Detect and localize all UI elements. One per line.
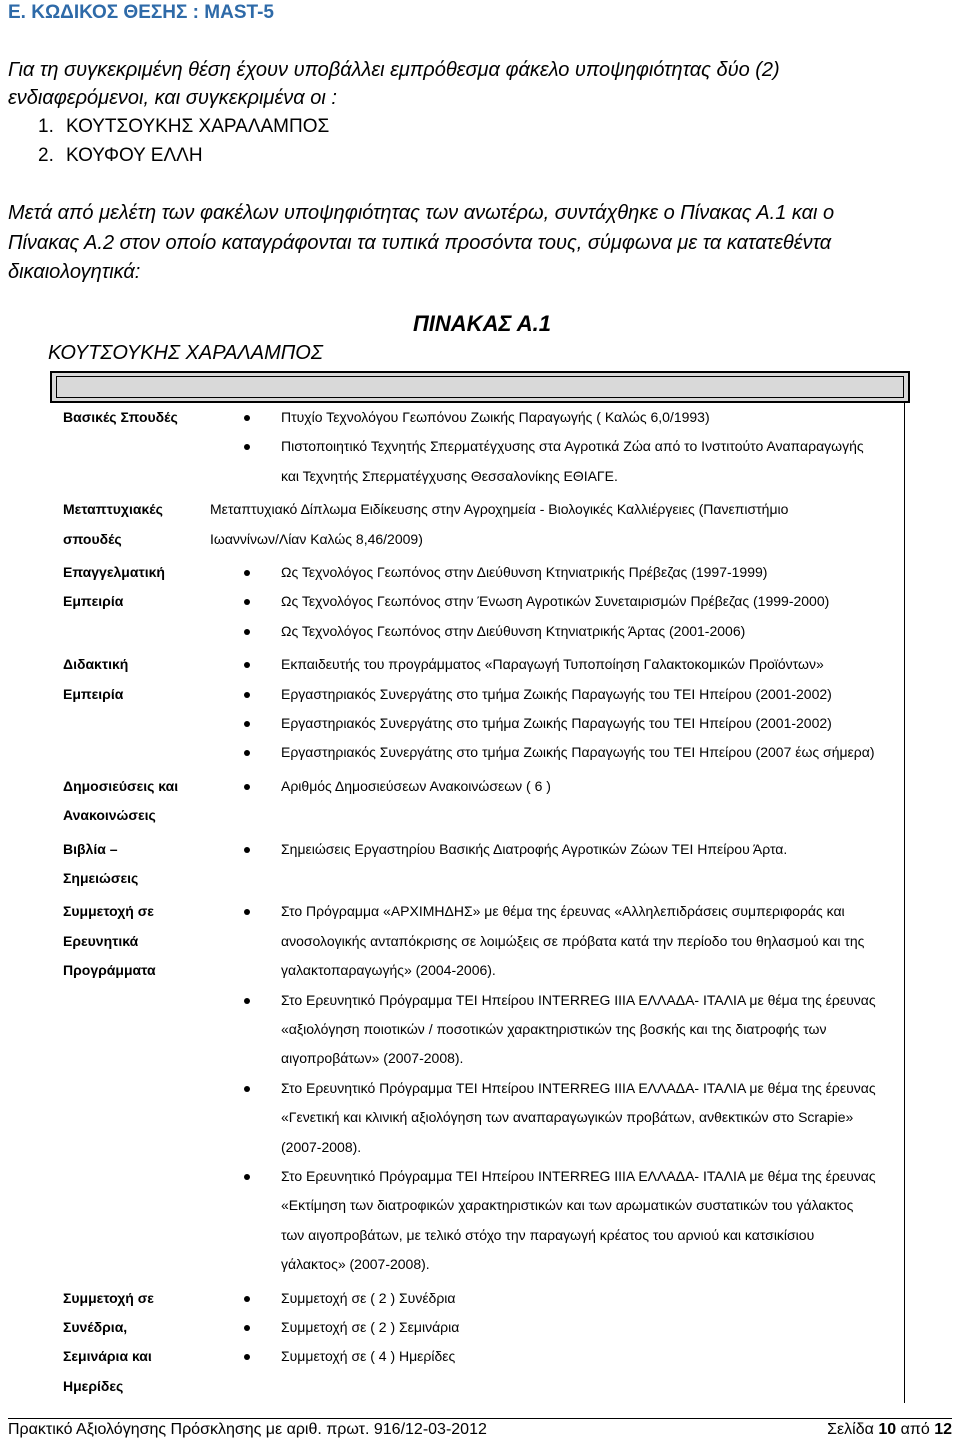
intro-line-2: ενδιαφερόμενοι, και συγκεκριμένα οι :: [8, 87, 337, 109]
bullet-icon: [244, 599, 250, 605]
qualification-line: γαλακτοπαραγωγής» (2004-2006).: [281, 962, 496, 979]
section-label: Εμπειρία: [63, 685, 124, 702]
candidate-name: ΚΟΥΦΟΥ ΕΛΛΗ: [66, 145, 203, 166]
intro-line-1: Για τη συγκεκριμένη θέση έχουν υποβάλλει εμπρόθεσμα φάκελο υποψηφιότητας δύο (2): [8, 59, 780, 81]
para-line-2: Πίνακας Α.2 στον οποίο καταγράφονται τα τυπικά προσόντα τους, σύμφωνα με τα κατατεθέντα: [8, 232, 832, 254]
qualification-line: Εκπαιδευτής του προγράμματος «Παραγωγή Τυποποίηση Γαλακτοκομικών Προϊόντων»: [281, 656, 824, 673]
bullet-icon: [244, 570, 250, 576]
qualification-line: Εργαστηριακός Συνεργάτης στο τμήμα Ζωικής Παραγωγής του ΤΕΙ Ηπείρου (2001-2002): [281, 715, 832, 731]
table-title: ΠΙΝΑΚΑΣ Α.1: [413, 311, 551, 336]
qualification-line: ανοσολογικής ανταπόκρισης σε λοιμώξεις σε πρόβατα κατά την περίοδο του θηλασμού και της: [281, 932, 865, 949]
page-prefix: Σελίδα: [827, 1421, 879, 1438]
section-label: Δημοσιεύσεις και: [63, 777, 179, 794]
section-label: Ανακοινώσεις: [63, 807, 156, 824]
qualification-line: Στο Ερευνητικό Πρόγραμμα ΤΕΙ Ηπείρου INTERREG IIIA ΕΛΛΑΔΑ- ΙΤΑΛΙΑ με θέμα της έρευνας: [281, 991, 876, 1008]
bullet-icon: [244, 847, 250, 853]
qualification-line: Αριθμός Δημοσιεύσεων Ανακοινώσεων ( 6 ): [281, 777, 551, 794]
para-line-1: Μετά από μελέτη των φακέλων υποψηφιότητας των ανωτέρω, συντάχθηκε ο Πίνακας Α.1 και ο: [8, 202, 835, 224]
section-label: Επαγγελματική: [63, 564, 165, 580]
qualification-line: «αξιολόγηση ποιοτικών / ποσοτικών χαρακτηριστικών της βοσκής και της διατροφής των: [281, 1021, 827, 1037]
section-label: Εμπειρία: [63, 593, 124, 610]
section-label: Συμμετοχή σε: [63, 903, 154, 920]
section-label: Συμμετοχή σε: [63, 1289, 154, 1306]
bullet-icon: [244, 415, 250, 421]
section-label: Βασικές Σπουδές: [63, 409, 178, 425]
section-label: Ημερίδες: [63, 1377, 124, 1394]
qualification-line: και Τεχνητής Σπερματέγχυσης Θεσσαλονίκης ΕΘΙΑΓΕ.: [281, 467, 618, 484]
bullet-icon: [244, 662, 250, 668]
qualification-line: Συμμετοχή σε ( 2 ) Συνέδρια: [281, 1289, 456, 1306]
qualification-line: Ως Τεχνολόγος Γεωπόνος στην Διεύθυνση Κτηνιατρικής Άρτας (2001-2006): [281, 622, 746, 639]
bullet-icon: [244, 444, 250, 450]
qualification-line: Εργαστηριακός Συνεργάτης στο τμήμα Ζωικής Παραγωγής του ΤΕΙ Ηπείρου (2001-2002): [281, 685, 832, 702]
qualification-line: γάλακτος» (2007-2008).: [281, 1256, 430, 1273]
bullet-icon: [244, 1325, 250, 1331]
bullet-icon: [244, 629, 250, 635]
section-heading: Ε. ΚΩΔΙΚΟΣ ΘΕΣΗΣ : MAST-5: [8, 2, 274, 23]
candidate-name: ΚΟΥΤΣΟΥΚΗΣ ΧΑΡΑΛΑΜΠΟΣ: [66, 116, 330, 137]
bullet-icon: [244, 1296, 250, 1302]
bullet-icon: [244, 1086, 250, 1092]
qualification-line: Ως Τεχνολόγος Γεωπόνος στην Ένωση Αγροτικών Συνεταιρισμών Πρέβεζας (1999-2000): [281, 593, 830, 610]
qualification-line: (2007-2008).: [281, 1138, 362, 1155]
page-current: 10: [878, 1421, 897, 1438]
section-label: Ερευνητικά: [63, 932, 139, 949]
qualification-line: Πιστοποιητικό Τεχνητής Σπερματέγχυσης στα Αγροτικά Ζώα από το Ινστιτούτο Αναπαραγωγής: [281, 438, 864, 455]
qualification-line: Εργαστηριακός Συνεργάτης στο τμήμα Ζωικής Παραγωγής του ΤΕΙ Ηπείρου (2007 έως σήμερα): [281, 744, 875, 761]
candidate-number: 1.: [38, 116, 54, 137]
qualification-line: Στο Ερευνητικό Πρόγραμμα ΤΕΙ Ηπείρου INTERREG IIIA ΕΛΛΑΔΑ- ΙΤΑΛΙΑ με θέμα της έρευνας: [281, 1168, 876, 1184]
qualification-line: Στο Ερευνητικό Πρόγραμμα ΤΕΙ Ηπείρου INTERREG IIIA ΕΛΛΑΔΑ- ΙΤΑΛΙΑ με θέμα της έρευνας: [281, 1079, 876, 1096]
section-label: Μεταπτυχιακές: [63, 501, 163, 518]
qualification-line: Ιωαννίνων/Λίαν Καλώς 8,46/2009): [210, 530, 423, 547]
qualification-line: Συμμετοχή σε ( 4 ) Ημερίδες: [281, 1348, 456, 1365]
page-total: 12: [934, 1421, 952, 1438]
section-label: Σεμινάρια και: [63, 1348, 152, 1365]
qualification-line: Ως Τεχνολόγος Γεωπόνος στην Διεύθυνση Κτηνιατρικής Πρέβεζας (1997-1999): [281, 564, 768, 580]
bullet-icon: [244, 784, 250, 790]
candidate-list-item: [38, 112, 329, 142]
qualification-line: «Γενετική και κλινική αξιολόγηση των αναπαραγωγικών προβάτων, ανθεκτικών στο Scrapie»: [281, 1109, 854, 1126]
qualification-line: Συμμετοχή σε ( 2 ) Σεμινάρια: [281, 1319, 460, 1335]
table-candidate-name: ΚΟΥΤΣΟΥΚΗΣ ΧΑΡΑΛΑΜΠΟΣ: [48, 342, 323, 364]
para-line-3: δικαιολογητικά:: [8, 261, 141, 283]
bullet-icon: [244, 998, 250, 1004]
bullet-icon: [244, 721, 250, 727]
qualification-line: των αιγοπροβάτων, με τελικό στόχο την παραγωγή κρέατος του αρνιού και κατσικίσιου: [281, 1226, 815, 1243]
bullet-icon: [244, 1354, 250, 1360]
footer-page-number: [827, 1421, 952, 1439]
section-label: Σημειώσεις: [63, 870, 139, 886]
section-label: Προγράμματα: [63, 962, 156, 979]
qualification-line: Σημειώσεις Εργαστηρίου Βασικής Διατροφής Αγροτικών Ζώων ΤΕΙ Ηπείρου Άρτα.: [281, 840, 788, 857]
bullet-icon: [244, 1174, 250, 1180]
section-label: Βιβλία –: [63, 840, 118, 857]
bullet-icon: [244, 909, 250, 915]
qualification-line: Πτυχίο Τεχνολόγου Γεωπόνου Ζωικής Παραγωγής ( Καλώς 6,0/1993): [281, 409, 710, 425]
section-label: Διδακτική: [63, 656, 129, 673]
section-label: Συνέδρια,: [63, 1319, 128, 1335]
section-label: σπουδές: [63, 530, 122, 547]
bullet-icon: [244, 750, 250, 756]
candidate-number: 2.: [38, 145, 54, 166]
table-header-bar: [50, 371, 910, 403]
table-right-border: [904, 403, 905, 1403]
candidate-list-item: [38, 141, 203, 171]
qualification-line: αιγοπροβάτων» (2007-2008).: [281, 1050, 464, 1067]
footer-document-title: Πρακτικό Αξιολόγησης Πρόσκλησης με αριθ. πρωτ. 916/12-03-2012: [8, 1421, 487, 1438]
qualification-line: «Εκτίμηση των διατροφικών χαρακτηριστικών και των αρωματικών συστατικών του γάλακτος: [281, 1197, 854, 1214]
bullet-icon: [244, 692, 250, 698]
qualification-line: Μεταπτυχιακό Δίπλωμα Ειδίκευσης στην Αγροχημεία - Βιολογικές Καλλιέργειες (Πανεπιστήμιο: [210, 501, 789, 518]
qualification-line: Στο Πρόγραμμα «ΑΡΧΙΜΗΔΗΣ» με θέμα της έρευνας «Αλληλεπιδράσεις συμπεριφοράς και: [281, 903, 845, 920]
page-of: από: [896, 1421, 935, 1438]
footer-divider: [8, 1418, 952, 1419]
